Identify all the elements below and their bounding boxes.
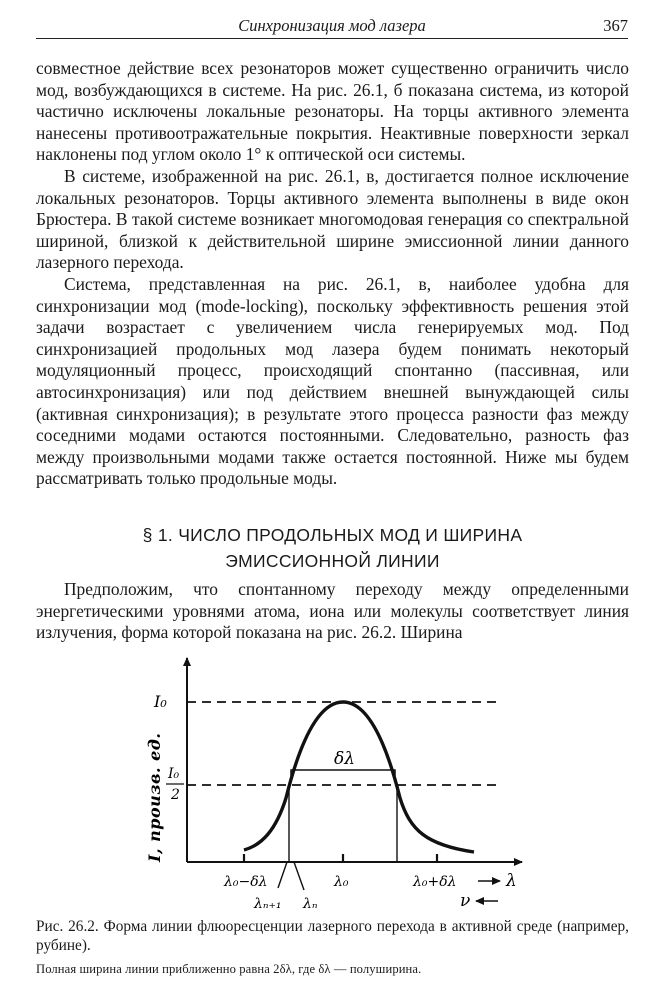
x-label-center: λ₀: [334, 874, 349, 890]
paragraph: Система, представленная на рис. 26.1, в, наиболее удобна для синхронизации мод (mode-locking), поскольку эффективность решения этой задачи возрастает с увеличением числа генерируемых мод. Под синхронизацией продольных мод лазера будем понимать некоторый модуляционный процесс, происходящий спонтанно (пассивная, или автосинхронизация) или под действием внешней вынуждающей силы (активная синхронизация); в результате этого процесса разности фаз между соседними модами остаются постоянными. Следовательно, разность фаз между произвольными модами также остается постоянной. Ниже мы будем рассматривать только продольные моды.: [36, 273, 629, 489]
running-title: Синхронизация мод лазера: [238, 16, 426, 35]
figure-26-2: [0, 650, 667, 912]
paragraph: Предположим, что спонтанному переходу между определенными энергетическими уровнями атома, иона или молекулы соответствует линия излучения, форма которой показана на рис. 26.2. Ширина: [36, 579, 629, 643]
section-heading: [36, 522, 629, 574]
caption-note: Полная ширина линии приближенно равна 2δλ, где δλ — полуширина.: [36, 962, 422, 976]
i0-label: I₀: [154, 692, 167, 711]
running-header: [36, 12, 628, 39]
half-label-den: 2: [171, 787, 180, 803]
page-number: 367: [603, 16, 628, 35]
body-text: [36, 58, 629, 490]
paragraph: совместное действие всех резонаторов может существенно ограничить число мод, возбуждающихся в системе. На рис. 26.1, б показана система, из которой частично исключены локальные резонаторы. На торцы активного элемента нанесены противоотражательные покрытия. Неактивные поверхности зеркал наклонены под углом около 1° к оптической оси системы.: [36, 58, 629, 165]
emission-line-curve: [244, 702, 474, 852]
mode-pointer-n: [294, 862, 304, 890]
section-heading-line: ЭМИССИОННОЙ ЛИНИИ: [225, 551, 440, 571]
paragraph: В системе, изображенной на рис. 26.1, в, достигается полное исключение локальных резонаторов. Торцы активного элемента выполнены в виде окон Брюстера. В такой системе возникает многомодовая генерация со спектральной шириной, близкой к действительной ширине эмиссионной линии данного лазерного перехода.: [36, 165, 629, 273]
x-label-mode-n1: λₙ₊₁: [254, 896, 282, 912]
x-label-right: λ₀+δλ: [413, 874, 457, 890]
half-width-bracket: [291, 770, 395, 776]
x-label-mode-n: λₙ: [303, 896, 318, 912]
nu-arrow-label: ν: [460, 891, 471, 911]
y-axis-label: I, произв. ед.: [145, 732, 164, 862]
lambda-arrow-label: λ: [506, 871, 517, 891]
caption-main: Рис. 26.2. Форма линии флюоресценции лазерного перехода в активной среде (например, рубине).: [36, 918, 629, 954]
half-label-num: I₀: [168, 766, 180, 782]
section-heading-line: § 1. ЧИСЛО ПРОДОЛЬНЫХ МОД И ШИРИНА: [142, 525, 523, 545]
delta-lambda-label: δλ: [334, 749, 356, 769]
x-label-left: λ₀−δλ: [224, 874, 268, 890]
body-text-continued: [36, 579, 629, 644]
line-shape-diagram: [0, 650, 667, 912]
figure-caption: [36, 917, 629, 979]
mode-pointer-n1: [278, 862, 287, 888]
